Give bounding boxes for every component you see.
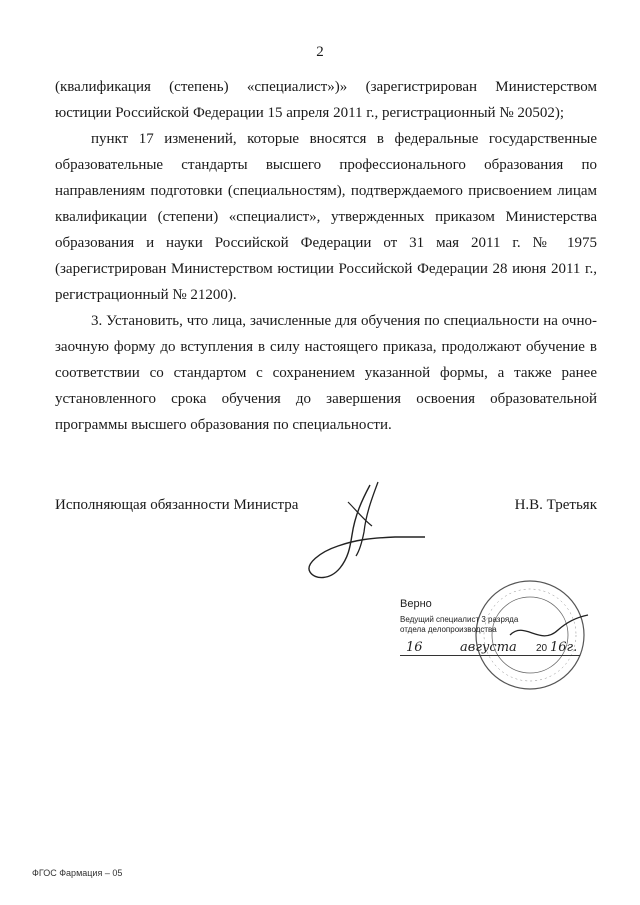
handwritten-signature xyxy=(300,480,430,590)
official-stamp xyxy=(470,575,600,695)
certification-year-mark: г. xyxy=(566,640,578,655)
certification-title: Верно xyxy=(400,598,432,610)
paragraph-2: пункт 17 изменений, которые вносятся в федеральные государственные образовательные стандарты высшего профессионального образования по направлениям подготовки (специальностям), подтверждаемого присвоением лицам квалификации (степени) «специалист», утвержденных приказом Министерства образования и науки Российской Федерации от 31 мая 2011 г. № 1975 (зарегистрирован Министерством юстиции Российской Федерации 28 июня 2011 г., регистрационный № 21200). xyxy=(55,131,597,303)
certification-year-prefix: 20 xyxy=(536,643,548,654)
date-underline xyxy=(400,655,580,656)
footer-code: ФГОС Фармация – 05 xyxy=(32,868,123,878)
document-body xyxy=(55,74,597,438)
paragraph-3: 3. Установить, что лица, зачисленные для обучения по специальности на очно-заочную форму до вступления в силу настоящего приказа, продолжают обучение в соответствии со стандартом с сохранением указанной формы, а также ранее установленного срока обучения до завершения освоения образовательной программы высшего образования по специальности. xyxy=(55,313,597,433)
certification-month: августа xyxy=(460,640,517,655)
certification-year-suffix: 16 xyxy=(550,640,567,655)
signer-position: Исполняющая обязанности Министра xyxy=(55,497,299,513)
paragraph-1: (квалификация (степень) «специалист»)» (зарегистрирован Министерством юстиции Российской Федерации 15 апреля 2011 г., регистрационный № 20502); xyxy=(55,79,597,121)
certification-day: 16 xyxy=(406,640,423,655)
certification-year xyxy=(550,640,577,655)
certification-date xyxy=(400,640,600,660)
certification-position: Ведущий специалист 3 разряда xyxy=(400,615,519,624)
certification-department: отдела делопроизводства xyxy=(400,625,497,634)
signer-name: Н.В. Третьяк xyxy=(514,497,597,513)
page-number: 2 xyxy=(316,44,324,60)
